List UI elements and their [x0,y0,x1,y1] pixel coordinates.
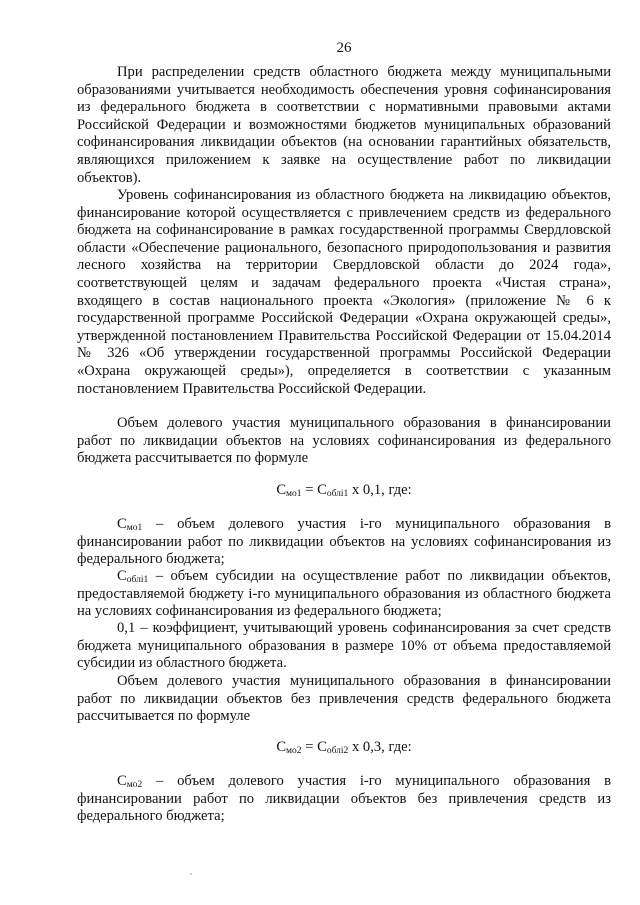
definition-cobl1-symbol: С [117,568,127,584]
definition-cobl1 [77,568,611,621]
definition-cobl1-text: – объем субсидии на осуществление работ по ликвидации объектов, предоставляемой бюджету i-го муниципального образования из областного бюджета на условиях софинансирования из федерального бюджета; [77,568,611,620]
formula-2-tail: х 0,3, где: [348,739,412,755]
definition-cmo2-text: – объем долевого участия i-го муниципального образования в финансировании работ по ликвидации объектов без привлечения средств из федерального бюджета; [77,773,611,825]
definition-cmo2-subscript: мо2 [126,780,143,790]
formula-1-lhs-subscript: мо1 [286,489,302,499]
definition-coefficient-01: 0,1 – коэффициент, учитывающий уровень софинансирования за счет средств бюджета муниципального образования в размере 10% от объема предоставляемой субсидии из областного бюджета. [77,620,611,672]
definition-cmo2-symbol: С [117,773,127,789]
formula-1-rhs-symbol: С [317,482,327,498]
page-number: 26 [336,40,352,56]
formula-1-lhs-symbol: С [276,482,287,498]
formula-2-rhs-symbol: С [317,739,327,755]
definition-cmo1 [77,516,611,569]
formula-1 [77,482,611,500]
formula-2-lhs-symbol: С [276,739,287,755]
paragraph-distribution: При распределении средств областного бюджета между муниципальными образованиями учитывается необходимость обеспечения уровня софинансирования из федерального бюджета в соответствии с нормативными правовыми актами Российской Федерации и возможностями бюджетов муниципальных образований софинансирования ликвидации объектов (на основании гарантийных обязательств, являющихся приложением к заявке на осуществление работ по ликвидации объектов). [77,64,611,186]
formula-2-rhs-subscript: облi2 [326,746,349,756]
definition-cmo1-symbol: С [117,516,127,532]
definition-cobl1-subscript: облi1 [126,575,149,585]
formula-1-tail: х 0,1, где: [348,482,412,498]
definition-cmo1-subscript: мо1 [126,523,143,533]
paragraph-cofinancing-level: Уровень софинансирования из областного бюджета на ликвидацию объектов, финансирование которой осуществляется с привлечением средств из федерального бюджета на софинансирование в рамках государственной программы Свердловской области «Обеспечение рационального, безопасного природопользования и развития лесного хозяйства на территории Свердловской области до 2024 года», соответствующей целям и задачам федерального проекта «Чистая страна», входящего в состав национального проекта «Экология» (приложение № 6 к государственной программе Российской Федерации «Охрана окружающей среды», утвержденной постановлением Правительства Российской Федерации от 15.04.2014 № 326 «Об утверждении государственной программы Российской Федерации «Охрана окружающей среды»), определяется в соответствии с указанным постановлением Правительства Российской Федерации. [77,187,611,397]
definition-cmo1-text: – объем долевого участия i-го муниципального образования в финансировании работ по ликвидации объектов на условиях софинансирования из федерального бюджета; [77,516,611,568]
paragraph-share-formula-intro-2: Объем долевого участия муниципального образования в финансировании работ по ликвидации объектов без привлечения средств федерального бюджета рассчитывается по формуле [77,673,611,725]
formula-2 [77,739,611,757]
definition-cmo2 [77,773,611,826]
paragraph-share-formula-intro-1: Объем долевого участия муниципального образования в финансировании работ по ликвидации объектов на условиях софинансирования из федерального бюджета рассчитывается по формуле [77,415,611,467]
formula-1-rhs-subscript: облi1 [326,489,349,499]
formula-1-equals: = [301,482,318,498]
scan-speck [190,873,192,875]
formula-2-equals: = [301,739,318,755]
formula-2-lhs-subscript: мо2 [286,746,302,756]
